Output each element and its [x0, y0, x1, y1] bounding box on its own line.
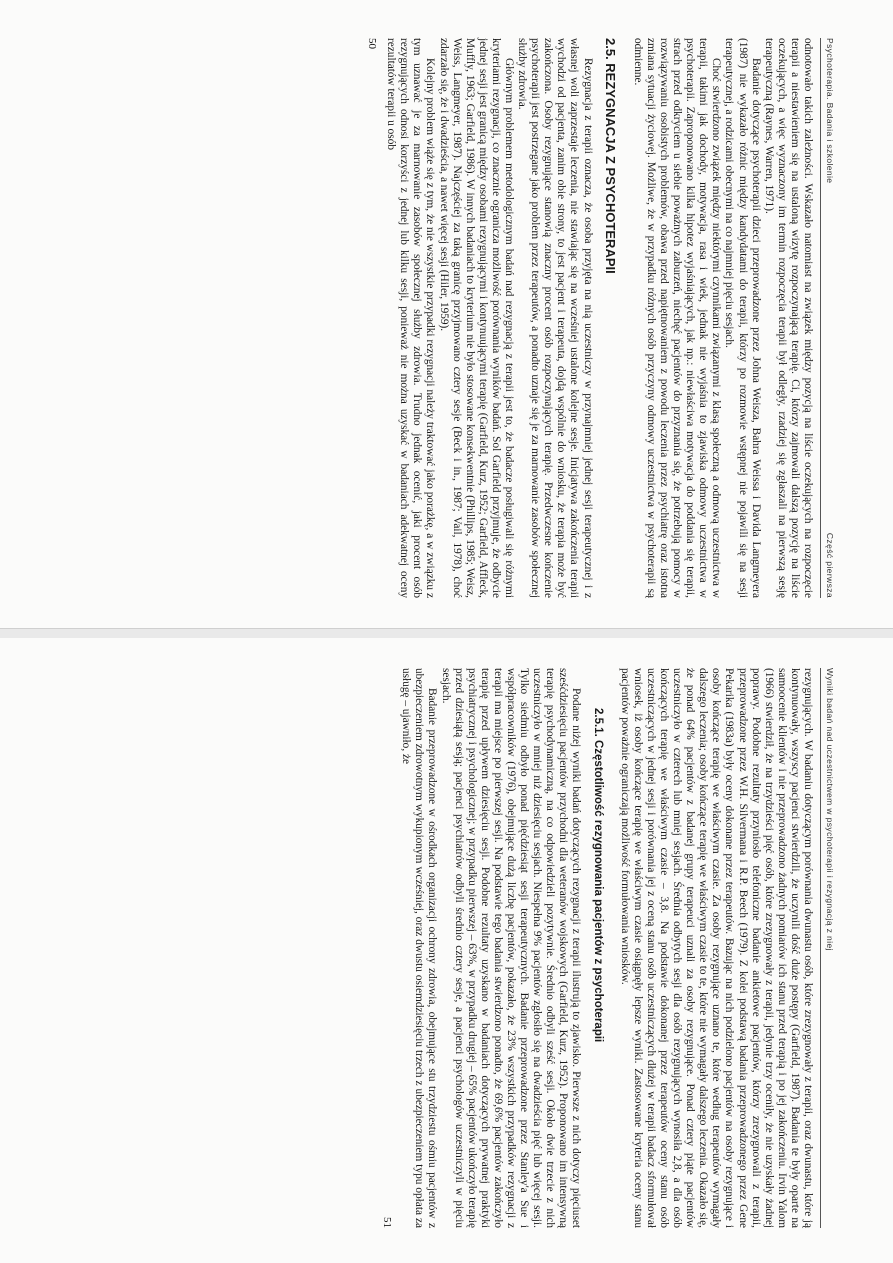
- header-part-label: Część pierwsza: [825, 532, 835, 598]
- paragraph: Badanie dotyczące psychoterapii dzieci przeprowadzone przez Johna Weisza, Bahra Weissa i Davida Langmeyera (1987) nie wykazało różnic między kandydatami do terapii, którzy po rozmowie wstępnej nie pojawili się na sesji terapeutycznej, a rodzicami obecnymi na co najmniej pięciu sesjach.: [723, 38, 762, 598]
- subsection-heading: 2.5.1. Częstotliwość rezygnowania pacjentów z psychoterapii: [591, 708, 604, 1043]
- page-51-content: [381, 668, 835, 1228]
- page-51: [0, 638, 893, 1263]
- page-50: [0, 0, 893, 628]
- header-chapter-title: Wyniki badań nad uczestnictwem w psychoterapii i rezygnacją z niej: [825, 668, 835, 951]
- running-header: [820, 668, 835, 1228]
- paragraph: Kolejny problem wiąże się z tym, że nie wszystkie przypadki rezygnacji należy traktować jako porażkę, a w związku z tym uznawać je za marnowanie zasobów społecznej służby zdrowia. Trudno jednak ocenić, jaki procent osób rezygnujących odnosi korzyści z jednej lub kilku sesji, ponieważ nie można uzyskać w badaniach adekwatnej oceny rezultatów terapii u osób: [385, 38, 437, 598]
- text-column: [399, 668, 814, 1228]
- paragraph: Podane niżej wyniki badań dotyczących rezygnacji z terapii ilustrują to zjawisko. Pierwsze z nich dotyczy pięciuset sześćdziesięciu pacjentów przychodni dla weteranów wojskowych (Garfield, Kurz, 1952). Proponowano im intensywną terapię psychodynamiczną, na co odpowiedzieli pozytywnie. Średnio odbyli sześć sesji. Około dwie trzecie z nich uczestniczyło w mniej niż dziesięciu sesjach. Niespełna 9% pacjentów zgłosiło się na dwadzieścia pięć lub więcej sesji. Tylko siedmiu odbyło ponad pięćdziesiąt sesji terapeutycznych. Badanie przeprowadzone przez Stanley'a Sue i współpracowników (1976), obejmujące dużą liczbę pacjentów, pokazało, że 23% wszystkich przypadków rezygnacji z terapii ma miejsce po pierwszej sesji. Na podstawie tego badania stwierdzono ponadto, że 69,6% pacjentów zakończyło terapię przed upływem dziesięciu sesji. Podobne rezultaty uzyskano w badaniach dotyczących prywatnej praktyki psychiatrycznej i psychologicznej; w przypadku pierwszej – 63%, w przypadku drugiej – 65% pacjentów ukończyło terapię przed dziesiątą sesją; pacjenci psychiatrów odbyli średnio cztery sesje, a pacjenci psychologów uczestniczyli w pięciu sesjach.: [439, 668, 583, 1228]
- paragraph: Rezygnacja z terapii oznacza, że osoba przyjęta na nią uczestniczy w przynajmniej jednej sesji terapeutycznej i z własnej woli zaprzestaje leczenia, nie stawiając się na wcześniej ustalone kolejne sesje. Inicjatywa zakończenia terapii wychodzi od pacjenta, zanim obie strony, to jest pacjent i terapeuta, dojdą wspólnie do wniosku, że terapia może być zakończona. Osoby rezygnujące stanowią znaczny procent osób rozpoczynających terapię. Przedwczesne kończenie psychoterapii jest postrzegane jako problem przez terapeutów, a ponadto uznaje się je za marnowanie zasobów społecznej służby zdrowia.: [516, 38, 594, 598]
- page-number: 51: [381, 1217, 394, 1228]
- paragraph: Badanie przeprowadzone w ośrodkach organizacji ochrony zdrowia, obejmujące stu trzydziestu ośmiu pacjentów z ubezpieczeniem zdrowotnym wykupionym wcześniej, oraz dwustu osiemdziesięciu trzech z ubezpieczeniem typu opłata za usługę – ujawniło, że: [400, 668, 439, 1228]
- section-heading: 2.5. REZYGNACJA Z PSYCHOTERAPII: [602, 38, 618, 274]
- paragraph: rezygnujących. W badaniu dotyczącym porównania dwunastu osób, które zrezygnowały z terapii, oraz dwunastu, które ją kontynuowały, wszyscy pacjenci stwierdzili, że uczynili dość duże postępy (Garfield, 1987). Badania te były oparte na samoocenie klientów i nie przeprowadzono żadnych pomiarów ich stanu przed terapią i po jej zakończeniu. Irvin Yalom (1966) stwierdził, że na trzydzieści pięć osób, które zrezygnowały z terapii, jedynie trzy oceniły, że nie uzyskały żadnej poprawy. Podobne rezultaty przyniosło telefoniczne badanie ankietowe pacjentów, którzy zrezygnowali z terapii, przeprowadzone przez W.H. Silvermana i R.P. Beech (1979). Z kolei podstawą badania przeprowadzonego przez Gene Pekarika (1983a) były oceny dokonane przez terapeutów. Bazując na nich podzielono pacjentów na osoby rezygnujące i osoby kończące terapię we właściwym czasie. Za osoby rezygnujące uznano te, które według terapeutów wymagały dalszego leczenia; osoby kończące terapię we właściwym czasie to te, które nie wymagały dalszego leczenia. Okazało się, że ponad 64% pacjentów z badanej grupy terapeuci uznali za osoby rezygnujące. Ponad cztery piąte pacjentów uczestniczyło w czterech lub mniej sesjach. Średnia odbytych sesji dla osób rezygnujących wynosiła 2,8, a dla osób kończących terapię we właściwym czasie – 3,8. Na podstawie dokonanej przez terapeutów oceny stanu osób uczestniczących w jednej sesji i porównania jej z oceną stanu osób uczestniczących dłużej w terapii badacz sformułował wniosek, iż osoby kończące terapię we właściwym czasie osiągnęły lepsze wyniki. Zastosowane kryteria oceny stanu pacjentów poważnie ograniczają możliwość formułowania wniosków.: [618, 668, 814, 1228]
- paragraph: odnotowało takich zależności. Wskazało natomiast na związek między pozycją na liście oczekujących na rozpoczęcie terapii a niestawieniem się na ustaloną wizytę rozpoczynającą terapię. Ci, którzy zajmowali dalszą pozycję na liście oczekujących, a więc wyznaczony im termin rozpoczęcia terapii był odległy, rzadziej się zgłaszali na pierwszą sesję terapeutyczną (Raynes, Warren, 1971).: [762, 38, 814, 598]
- paragraph: Głównym problemem metodologicznym badań nad rezygnacją z terapii jest to, że badacze posługiwali się różnymi kryteriami rezygnacji, co znacznie ogranicza możliwość porównania wyników badań. Sol Garfield przyjmuje, że odbycie jednej sesji jest granicą między osobami rezygnującymi i kontynuującymi terapię (Garfield, Kurz, 1952; Garfield, Affleck, Muffly, 1963; Garfield, 1986). W innych badaniach to kryterium nie było stosowane konsekwentnie (Phillips, 1985; Weisz, Weiss, Langmeyer, 1987). Najczęściej za taką granicę przyjmowano cztery sesje (Beck i in., 1987; Vail, 1978), choć zdarzało się, że i dwadzieścia, a nawet więcej sesji (Hiler, 1959).: [437, 38, 516, 598]
- header-book-title: Psychoterapia. Badania i szkolenie: [825, 38, 835, 184]
- paragraph: Choć stwierdzono związek między niektórymi czynnikami związanymi z klasą społeczną a odmową uczestnictwa w terapii, takimi jak dochody, motywacja, rasa i wiek, jednak nie wyjaśnia to zjawiska odmowy uczestnictwa w psychoterapii. Zaproponowano kilka hipotez wyjaśniających, jak np.: niewłaściwa motywacja do poddania się terapii, strach przed odkryciem u siebie poważnych zaburzeń, niechęć pacjentów do przyznania się, że potrzebują pomocy w rozwiązywaniu osobistych problemów, obawa przed napiętnowaniem z powodu leczenia przez psychiatrę oraz istotna zmiana sytuacji życiowej. Możliwe, że w przypadku różnych osób przyczyny odmowy uczestnictwa w psychoterapii są odmienne.: [631, 38, 723, 598]
- page-number: 50: [366, 38, 379, 49]
- running-header: [820, 38, 835, 598]
- page-50-content: [366, 38, 835, 598]
- text-column: [384, 38, 814, 598]
